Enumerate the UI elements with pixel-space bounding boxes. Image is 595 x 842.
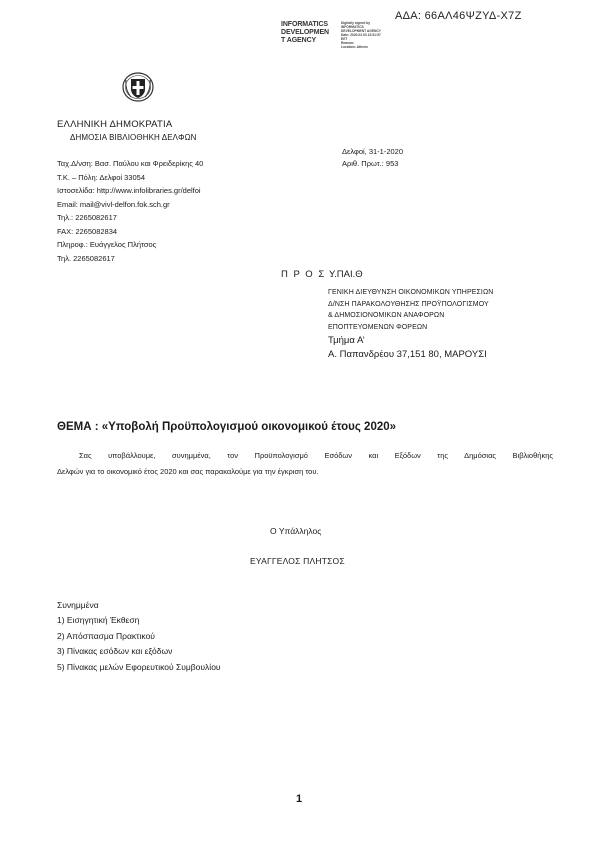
country-name: ΕΛΛΗΝΙΚΗ ΔΗΜΟΚΡΑΤΙΑ xyxy=(57,119,173,130)
contact-phone: Τηλ.: 2265082617 xyxy=(57,213,117,222)
attachments-heading: Συνημμένα xyxy=(57,600,99,610)
contact-info-person: Πληροφ.: Ευάγγελος Πλήτσος xyxy=(57,240,157,249)
document-date: Δελφοί, 31-1-2020 xyxy=(342,147,404,156)
contact-fax: FAX: 2265082834 xyxy=(57,226,118,236)
recipient-line: ΓΕΝΙΚΗ ΔΙΕΥΘΥΝΣΗ ΟΙΚΟΝΟΜΙΚΩΝ ΥΠΗΡΕΣΙΩΝ xyxy=(328,289,494,296)
stamp-detail-line: Date: 2020.02.03 13:51:57 xyxy=(341,33,381,37)
stamp-detail-line: Reason: xyxy=(341,41,355,45)
recipient-line: Δ/ΝΣΗ ΠΑΡΑΚΟΛΟΥΘΗΣΗΣ ΠΡΟΫΠΟΛΟΓΙΣΜΟΥ xyxy=(328,300,489,308)
stamp-line: T AGENCY xyxy=(281,37,317,44)
contact-website: Ιστοσελίδα: http://www.infolibraries.gr/delfoi xyxy=(57,186,201,195)
document-subject: ΘΕΜΑ : «Υποβολή Προϋπολογισμού οικονομικού έτους 2020» xyxy=(57,421,397,433)
digital-signature-stamp-details xyxy=(341,21,381,49)
stamp-line: INFORMATICS xyxy=(281,21,328,28)
stamp-detail-line: DEVELOPMENT AGENCY xyxy=(341,29,381,33)
protocol-number: Αριθ. Πρωτ.: 953 xyxy=(342,159,399,168)
signatory-title: Ο Υπάλληλος xyxy=(270,526,322,536)
page-number: 1 xyxy=(296,793,303,805)
contact-postcode: Τ.Κ. – Πόλη: Δελφοί 33054 xyxy=(57,172,145,182)
signatory-name: ΕΥΑΓΓΕΛΟΣ ΠΛΗΤΣΟΣ xyxy=(250,556,345,566)
body-text-line-1: Σας υποβάλλουμε, συνημμένα, τον Προϋπολογισμό Εσόδων και Εξόδων της Δημόσιας Βιβλιοθήκης xyxy=(79,451,553,460)
attachment-item: 1) Εισηγητική Έκθεση xyxy=(57,615,140,625)
contact-info-phone: Τηλ. 2265082617 xyxy=(57,253,115,263)
contact-email: Email: mail@vivl-delfon.fok.sch.gr xyxy=(57,199,170,209)
contact-address: Ταχ.Δ/νση: Βασ. Παύλου και Φρειδερίκης 40 xyxy=(57,159,204,168)
stamp-line: DEVELOPMEN xyxy=(281,29,330,36)
contact-block xyxy=(57,157,203,265)
body-text-line-2: Δελφών για το οικονομικό έτος 2020 και σας παρακαλούμε για την έγκριση του. xyxy=(57,467,319,476)
recipient-address: Α. Παπανδρέου 37,151 80, ΜΑΡΟΥΣΙ xyxy=(328,349,487,360)
stamp-detail-line: Digitally signed by xyxy=(341,21,371,25)
stamp-detail-line: EET xyxy=(341,37,348,41)
hellenic-republic-emblem-icon xyxy=(122,70,154,102)
recipient-line: & ΔΗΜΟΣΙΟΝΟΜΙΚΩΝ ΑΝΑΦΟΡΩΝ xyxy=(328,312,445,319)
digital-signature-stamp-name xyxy=(281,21,329,45)
recipient-line: ΕΠΟΠΤΕΥΟΜΕΝΩΝ ΦΟΡΕΩΝ xyxy=(328,323,428,331)
attachments-list xyxy=(57,613,221,675)
stamp-detail-line: Location: Athens xyxy=(341,45,368,49)
stamp-detail-line: INFORMATICS xyxy=(341,25,364,29)
attachment-item: 5) Πίνακας μελών Εφορευτικού Συμβουλίου xyxy=(57,661,221,672)
library-name: ΔΗΜΟΣΙΑ ΒΙΒΛΙΟΘΗΚΗ ΔΕΛΦΩΝ xyxy=(70,133,197,142)
recipient-organization: Υ.ΠΑΙ.Θ xyxy=(329,269,363,280)
attachment-item: 2) Απόσπασμα Πρακτικού xyxy=(57,630,155,641)
recipient-label: Π Ρ Ο Σ : xyxy=(281,269,334,280)
ada-code: ΑΔΑ: 66ΑΛ46ΨΖΥΔ-Χ7Ζ xyxy=(395,10,522,22)
attachment-item: 3) Πίνακας εσόδων και εξόδων xyxy=(57,646,173,656)
recipient-department-lines xyxy=(328,287,493,333)
recipient-section: Τμήμα Α’ xyxy=(328,335,365,346)
